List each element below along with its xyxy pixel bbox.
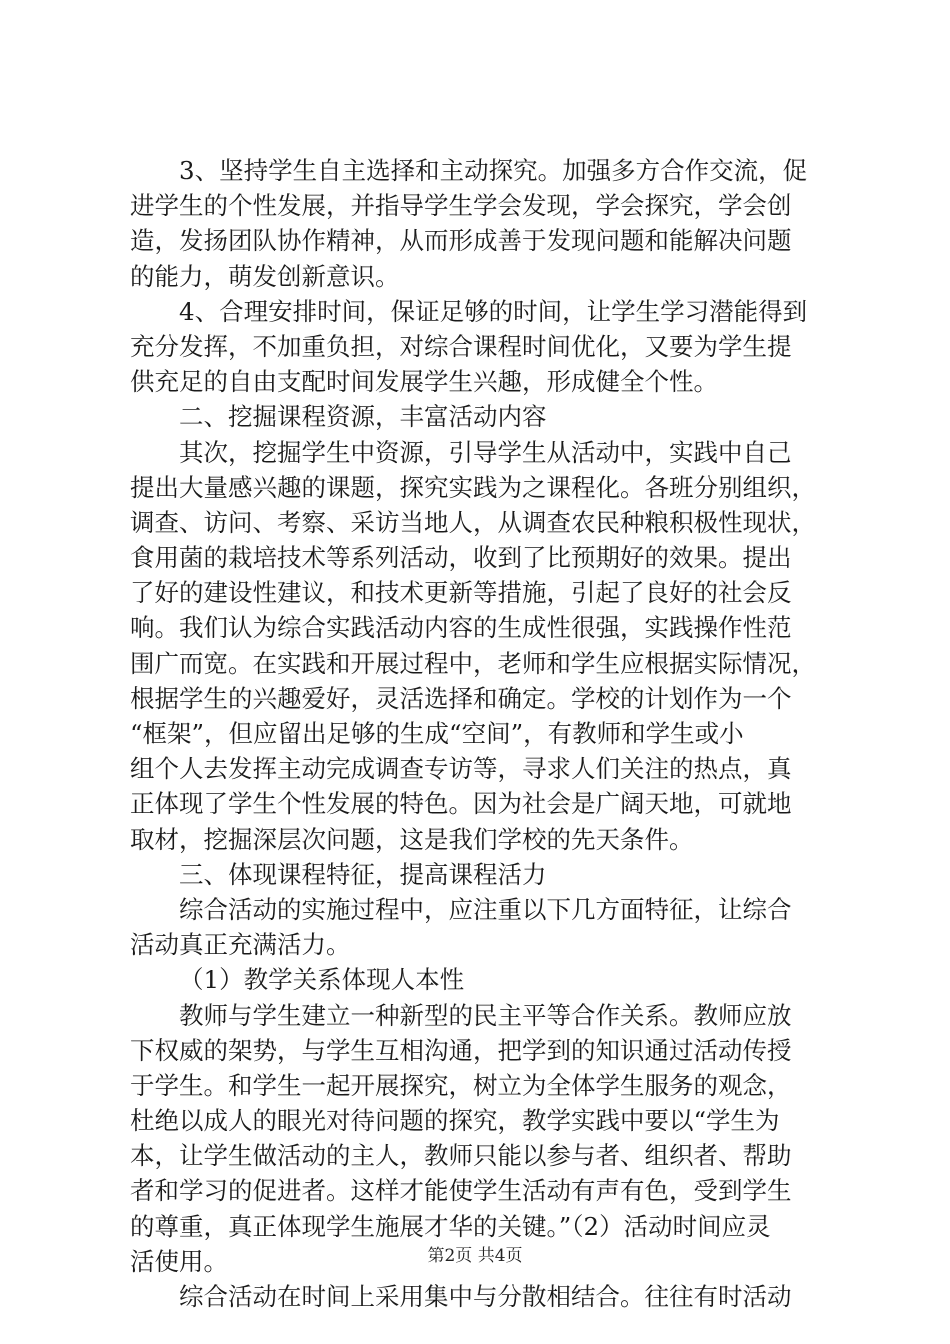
document-body xyxy=(130,153,835,1314)
text-line: 充分发挥，不加重负担，对综合课程时间优化，又要为学生提 xyxy=(130,331,792,361)
text-line: 4、合理安排时间，保证足够的时间，让学生学习潜能得到 xyxy=(179,296,808,326)
text-line: （1）教学关系体现人本性 xyxy=(179,965,465,995)
text-line: 组个人去发挥主动完成调查专访等，寻求人们关注的热点，真 xyxy=(130,754,792,784)
text-line: 根据学生的兴趣爱好，灵活选择和确定。学校的计划作为一个 xyxy=(130,683,792,713)
text-line: 造，发扬团队协作精神，从而形成善于发现问题和能解决问题 xyxy=(130,226,792,256)
text-line: 教师与学生建立一种新型的民主平等合作关系。教师应放 xyxy=(179,1000,792,1030)
text-line: 本，让学生做活动的主人，教师只能以参与者、组织者、帮助 xyxy=(130,1141,792,1171)
text-line: 调查、访问、考察、采访当地人，从调查农民种粮积极性现状， xyxy=(130,507,816,537)
text-line: 三、体现课程特征，提高课程活力 xyxy=(179,859,547,889)
text-line: 围广而宽。在实践和开展过程中，老师和学生应根据实际情况， xyxy=(130,648,816,678)
page-footer: 第2页 共4页 xyxy=(427,1246,523,1266)
text-line: 活动真正充满活力。 xyxy=(130,930,351,960)
text-line: “框架”，但应留出足够的生成“空间”，有教师和学生或小 xyxy=(130,719,744,748)
text-line: 进学生的个性发展，并指导学生学会发现，学会探究，学会创 xyxy=(130,191,792,221)
text-line: 提出大量感兴趣的课题，探究实践为之课程化。各班分别组织， xyxy=(130,472,816,502)
text-line: 活使用。 xyxy=(130,1246,228,1276)
text-line: 的能力，萌发创新意识。 xyxy=(130,261,400,291)
text-line: 取材，挖掘深层次问题，这是我们学校的先天条件。 xyxy=(130,824,694,854)
text-line: 下权威的架势，与学生互相沟通，把学到的知识通过活动传授 xyxy=(130,1035,792,1065)
text-line: 的尊重，真正体现学生施展才华的关键。”（2）活动时间应灵 xyxy=(130,1211,771,1241)
text-line: 供充足的自由支配时间发展学生兴趣，形成健全个性。 xyxy=(130,367,718,397)
text-line: 响。我们认为综合实践活动内容的生成性很强，实践操作性范 xyxy=(130,613,792,643)
text-line: 了好的建设性建议，和技术更新等措施，引起了良好的社会反 xyxy=(130,578,792,608)
text-line: 者和学习的促进者。这样才能使学生活动有声有色，受到学生 xyxy=(130,1176,792,1206)
text-line: 二、挖掘课程资源，丰富活动内容 xyxy=(179,402,547,432)
text-line: 综合活动在时间上采用集中与分散相结合。往往有时活动 xyxy=(179,1282,792,1311)
text-line: 正体现了学生个性发展的特色。因为社会是广阔天地，可就地 xyxy=(130,789,792,819)
text-line: 于学生。和学生一起开展探究，树立为全体学生服务的观念， xyxy=(130,1070,792,1100)
text-line: 3、坚持学生自主选择和主动探究。加强多方合作交流，促 xyxy=(179,156,808,185)
text-line: 杜绝以成人的眼光对待问题的探究，教学实践中要以“学生为 xyxy=(130,1106,780,1136)
text-line: 食用菌的栽培技术等系列活动，收到了比预期好的效果。提出 xyxy=(130,543,792,573)
text-line: 综合活动的实施过程中，应注重以下几方面特征，让综合 xyxy=(179,894,792,924)
text-line: 其次，挖掘学生中资源，引导学生从活动中，实践中自己 xyxy=(179,437,792,467)
